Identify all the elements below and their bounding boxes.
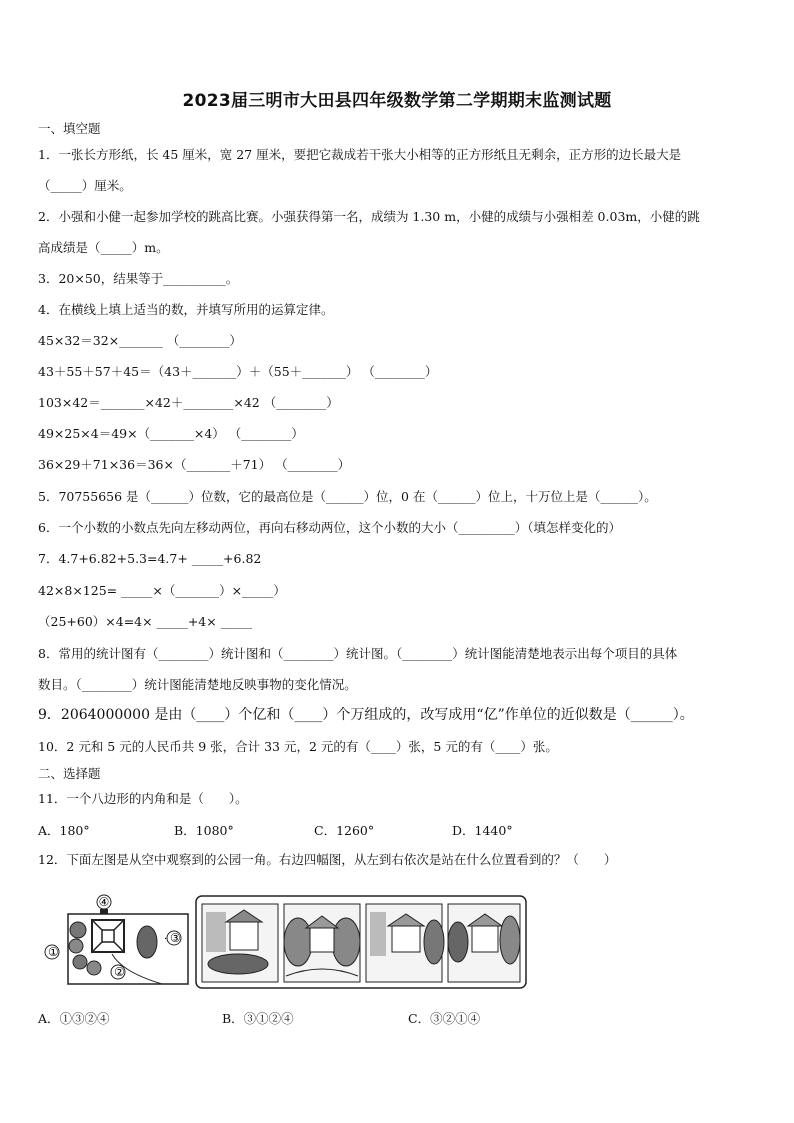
question-4a: 45×32＝32×_______ （________） (38, 333, 242, 348)
question-4b: 43＋55＋57＋45＝（43＋_______）＋（55＋_______） （________） (38, 364, 438, 379)
question-9: 9．2064000000 是由（____）个亿和（____）个万组成的，改写成用“亿”作单位的近似数是（______）。 (38, 707, 694, 723)
question-1-line-2: （_____）厘米。 (38, 178, 132, 193)
question-4c: 103×42＝_______×42＋________×42 （________） (38, 395, 339, 410)
question-4d: 49×25×4＝49×（_______×4） （________） (38, 426, 304, 441)
marker-1: ① (48, 945, 59, 959)
view-2 (284, 904, 360, 982)
q12-option-c: C．③②①④ (408, 1011, 481, 1026)
view-3 (366, 904, 444, 982)
question-1-line-1: 1．一张长方形纸，长 45 厘米，宽 27 厘米，要把它裁成若干张大小相等的正方形纸且无剩余，正方形的边长最大是 (38, 147, 682, 162)
view-4 (448, 904, 520, 982)
q12-option-b: B．③①②④ (222, 1011, 294, 1026)
section-fill-blank: 一、填空题 (38, 121, 101, 136)
section-choice: 二、选择题 (38, 766, 101, 781)
svg-text:·: · (164, 934, 168, 945)
question-5: 5．70755656 是（______）位数，它的最高位是（______）位，0 在（______）位上，十万位上是（______）。 (38, 489, 657, 504)
four-views (196, 896, 526, 988)
q12-option-a: A．①③②④ (38, 1011, 110, 1026)
question-7b: 42×8×125= _____×（_______）×_____） (38, 583, 286, 598)
q11-option-a: A．180° (38, 823, 90, 838)
question-12: 12．下面左图是从空中观察到的公园一角。右边四幅图，从左到右依次是站在什么位置看到的？（ ） (38, 852, 617, 867)
question-4e: 36×29＋71×36＝36×（_______＋71） （________） (38, 457, 351, 472)
aerial-map (45, 895, 188, 984)
q11-option-b: B．1080° (174, 823, 234, 838)
question-3: 3．20×50，结果等于__________。 (38, 271, 239, 286)
view-1 (202, 904, 278, 982)
question-2-line-1: 2．小强和小健一起参加学校的跳高比赛。小强获得第一名，成绩为 1.30 m，小健的成绩与小强相差 0.03m，小健的跳 (38, 209, 700, 224)
question-7a: 7．4.7+6.82+5.3=4.7+ _____+6.82 (38, 551, 262, 566)
question-6: 6．一个小数的小数点先向左移动两位，再向右移动两位，这个小数的大小（_________）（填怎样变化的） (38, 520, 621, 535)
question-2-line-2: 高成绩是（_____）m。 (38, 240, 169, 255)
marker-3: ③ (170, 931, 181, 945)
question-11: 11．一个八边形的内角和是（ ）。 (38, 791, 248, 806)
q11-option-c: C．1260° (314, 823, 375, 838)
question-10: 10．2 元和 5 元的人民币共 9 张，合计 33 元，2 元的有（____）张，5 元的有（____）张。 (38, 739, 558, 754)
question-8-line-1: 8．常用的统计图有（________）统计图和（________）统计图。（________）统计图能清楚地表示出每个项目的具体 (38, 646, 678, 661)
page-title: 2023届三明市大田县四年级数学第二学期期末监测试题 (182, 91, 612, 111)
q11-option-d: D．1440° (452, 823, 513, 838)
question-4: 4．在横线上填上适当的数，并填写所用的运算定律。 (38, 302, 334, 317)
marker-2: ② (114, 965, 125, 979)
question-8-line-2: 数目。（________）统计图能清楚地反映事物的变化情况。 (38, 677, 357, 692)
question-7c: （25+60）×4=4× _____+4× _____ (38, 614, 252, 629)
marker-4: ④ (98, 895, 110, 909)
park-figure (42, 892, 532, 992)
